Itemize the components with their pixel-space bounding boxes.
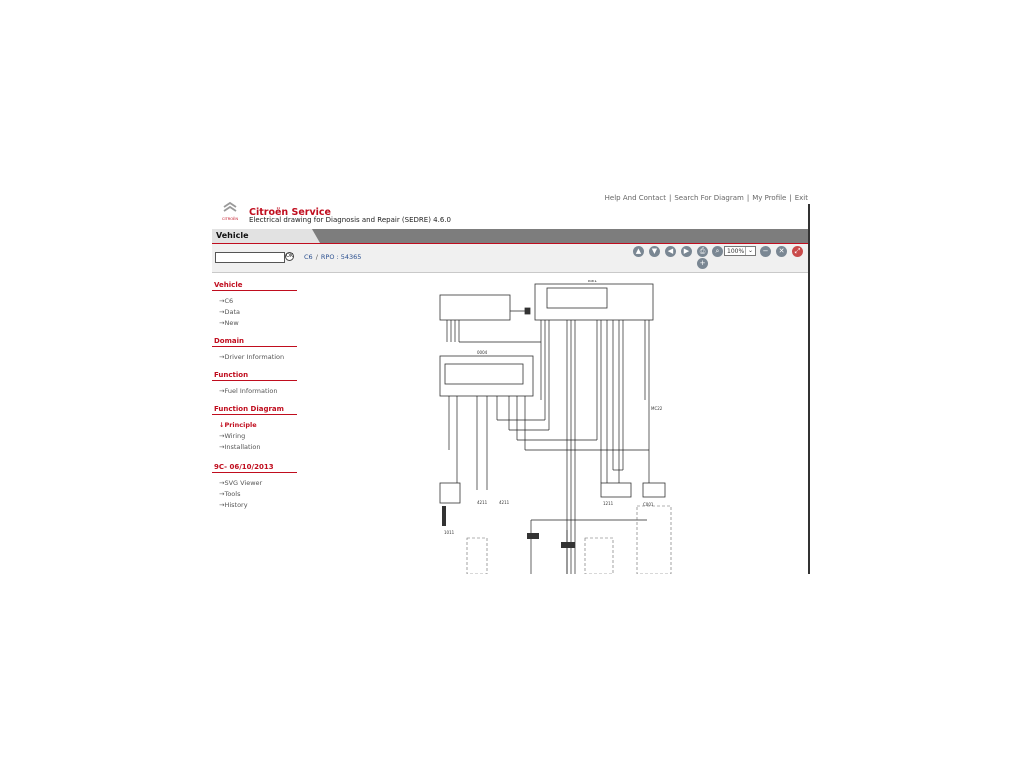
sidebar-head-function: Function [214, 371, 249, 379]
magnifier-icon[interactable]: ⌕ [712, 246, 723, 257]
sidebar-item-fuel-information[interactable]: →Fuel Information [219, 387, 278, 395]
close-icon[interactable]: ✕ [776, 246, 787, 257]
bsi-inner-box [547, 288, 607, 308]
vehicle-bar-fill [304, 229, 810, 243]
fullscreen-icon[interactable]: ⤢ [792, 246, 803, 257]
print-icon[interactable]: ⎙ [697, 246, 708, 257]
app-window [212, 190, 810, 574]
sidebar-divider [212, 472, 297, 473]
sidebar-item-label: C6 [224, 297, 234, 305]
vehicle-tab[interactable] [212, 229, 312, 243]
vehicle-bar [212, 229, 810, 243]
arrow-up-icon[interactable]: ▲ [633, 246, 644, 257]
sidebar-item-tools[interactable]: →Tools [219, 490, 241, 498]
sidebar-divider [212, 380, 297, 381]
sidebar-head-version: 9C- 06/10/2013 [214, 463, 274, 471]
sidebar-item-svg-viewer[interactable]: →SVG Viewer [219, 479, 263, 487]
label-gauge: 1011 [444, 530, 455, 535]
chevron-down-icon: ⌄ [745, 247, 755, 255]
label-k1: 4211 [477, 500, 488, 505]
sidebar-item-installation[interactable]: →Installation [219, 443, 261, 451]
sidebar-item-label: Wiring [224, 432, 246, 440]
pin-strip [527, 533, 539, 539]
vertical-scrollbar[interactable] [808, 204, 810, 574]
zoom-in-icon[interactable]: + [697, 258, 708, 269]
pin-strip [561, 542, 575, 548]
label-c001: C001 [643, 502, 654, 507]
fuel-sensor-box [601, 483, 631, 497]
logo-text: CITROËN [221, 217, 239, 221]
sidebar-item-history[interactable]: →History [219, 501, 248, 509]
sidebar-item-c6[interactable]: →C6 [219, 297, 234, 305]
pin-strip [442, 506, 446, 526]
breadcrumb-vehicle[interactable]: C6 [304, 253, 313, 261]
dashed-component [467, 538, 487, 574]
sidebar-item-wiring[interactable]: →Wiring [219, 432, 246, 440]
zoom-value: 100% [727, 248, 745, 255]
help-link[interactable]: Help And Contact [604, 194, 666, 202]
top-links: Help And Contact | Search For Diagram | My Profile | Exit [604, 194, 808, 202]
sidebar-head-domain: Domain [214, 337, 245, 345]
key-connector [525, 308, 530, 314]
sidebar-divider [212, 346, 297, 347]
sidebar-divider [212, 290, 297, 291]
sidebar-item-principle[interactable]: ↓Principle [219, 421, 257, 429]
breadcrumb-rpo: RPO : 54365 [320, 253, 362, 261]
sidebar-item-label: Driver Information [224, 353, 285, 361]
connector-block [440, 483, 460, 503]
sidebar-item-new[interactable]: →New [219, 319, 239, 327]
combine-box [440, 356, 533, 396]
sidebar-item-label: SVG Viewer [224, 479, 263, 487]
sidebar-head-function-diagram: Function Diagram [214, 405, 284, 413]
sidebar-item-label: Fuel Information [224, 387, 278, 395]
dashed-component [585, 538, 613, 574]
search-input[interactable] [215, 252, 285, 263]
sidebar-item-data[interactable]: →Data [219, 308, 240, 316]
citroen-logo [217, 200, 243, 222]
label-combine: 0004 [477, 350, 488, 355]
arrow-down-icon[interactable]: ▼ [649, 246, 660, 257]
sidebar-item-label: Tools [224, 490, 241, 498]
zoom-select[interactable] [724, 246, 756, 256]
arrow-left-icon[interactable]: ◀ [665, 246, 676, 257]
combine-inner-box [445, 364, 523, 384]
label-bsi: BSI1 [588, 280, 597, 283]
brand-subtitle: Electrical drawing for Diagnosis and Repair (SEDRE) 4.6.0 [249, 216, 451, 224]
component-box [440, 295, 510, 320]
wiring-diagram[interactable] [437, 280, 807, 574]
breadcrumb [304, 253, 361, 261]
exit-link[interactable]: Exit [794, 194, 808, 202]
zoom-out-icon[interactable]: − [760, 246, 771, 257]
sidebar-item-label: Installation [224, 443, 261, 451]
brand-title: Citroën Service [249, 207, 331, 218]
search-diagram-link[interactable]: Search For Diagram [674, 194, 744, 202]
go-button[interactable]: OK [286, 253, 294, 259]
sidebar-item-label: History [224, 501, 248, 509]
arrow-right-icon[interactable]: ▶ [681, 246, 692, 257]
sidebar-item-driver-information[interactable]: →Driver Information [219, 353, 285, 361]
connector-c001 [643, 483, 665, 497]
dashed-component [637, 506, 671, 574]
sidebar-item-label: Data [224, 308, 240, 316]
vehicle-tab-label: Vehicle [216, 231, 249, 240]
label-mc: MC22 [651, 406, 663, 411]
sidebar-divider [212, 414, 297, 415]
label-k2: 4211 [499, 500, 510, 505]
sidebar-head-vehicle: Vehicle [214, 281, 243, 289]
breadcrumb-separator: / [315, 253, 318, 261]
my-profile-link[interactable]: My Profile [752, 194, 787, 202]
bsi-box [535, 284, 653, 320]
sidebar-item-label: Principle [224, 421, 257, 429]
sidebar-item-label: New [224, 319, 239, 327]
label-pump: 1211 [603, 501, 614, 506]
